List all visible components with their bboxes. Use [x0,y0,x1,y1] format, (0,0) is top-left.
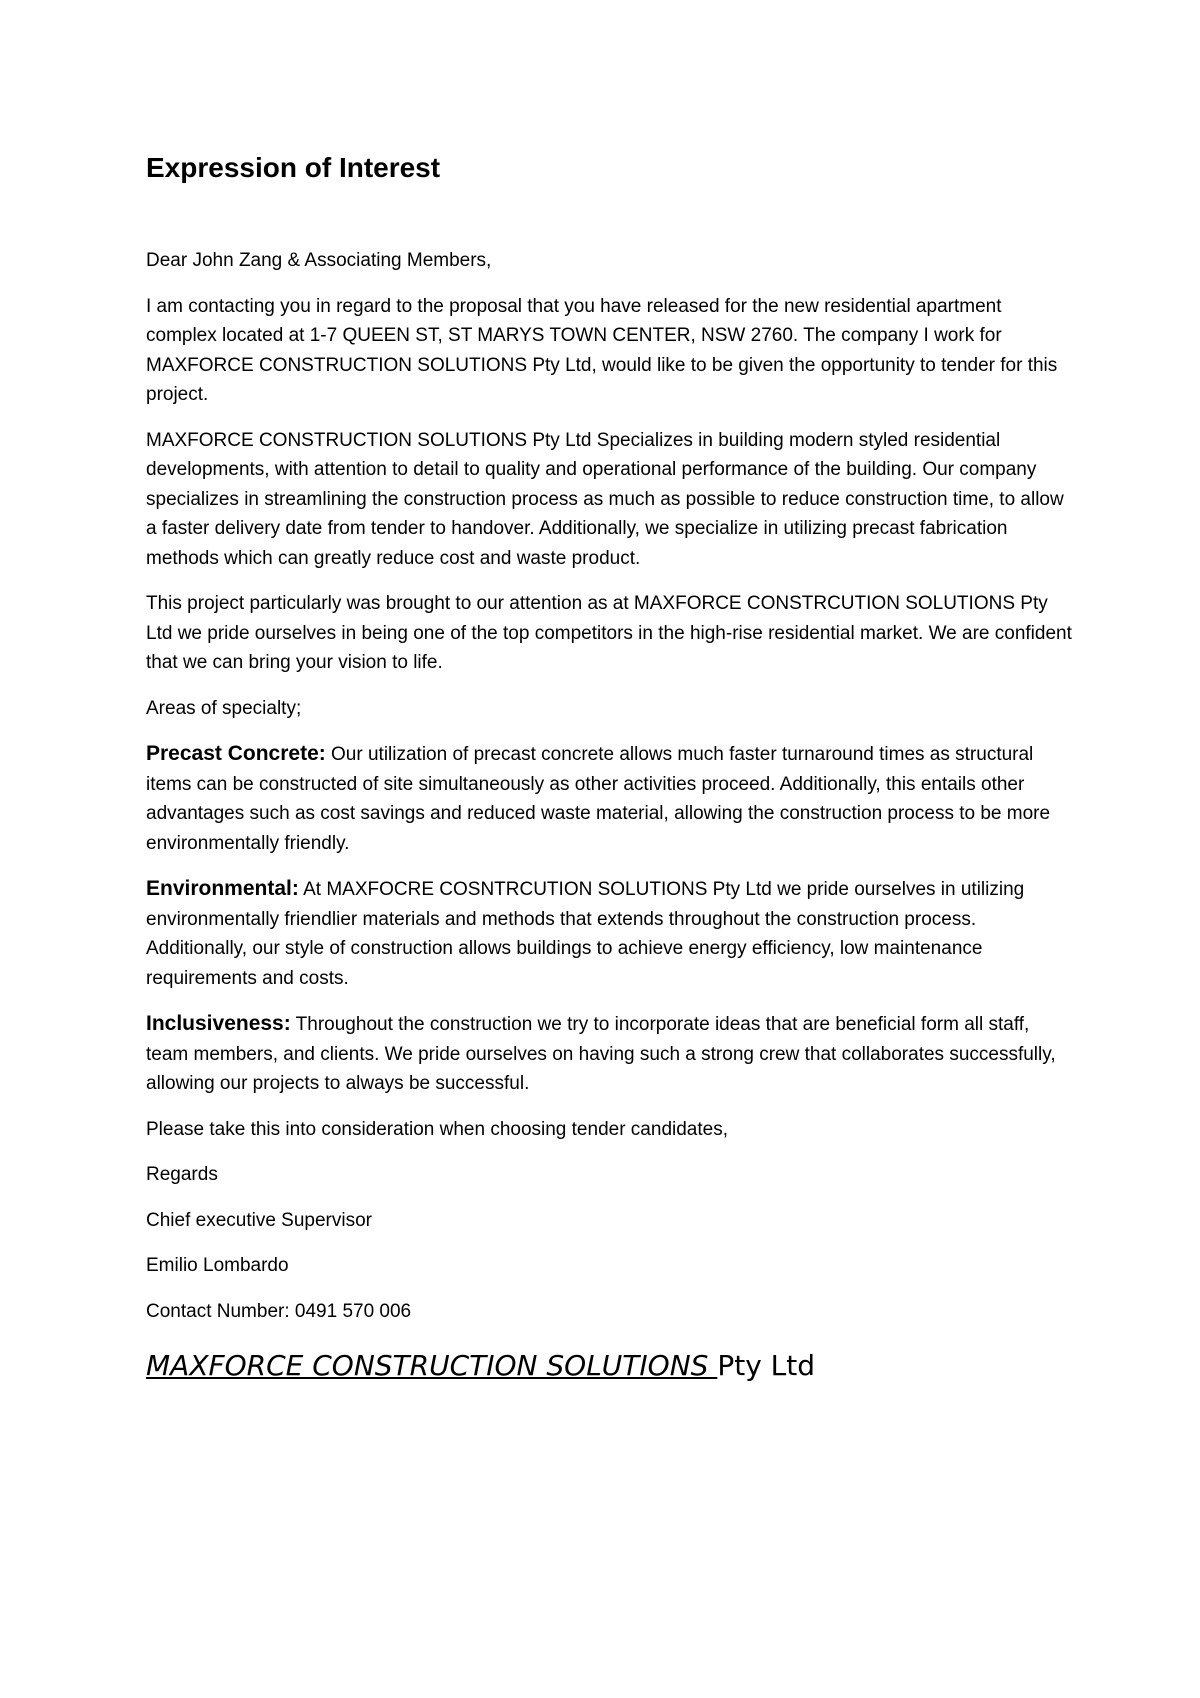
contact-number: Contact Number: 0491 570 006 [146,1300,412,1322]
specialty-heading: Environmental: [146,877,299,900]
specialty-heading: Precast Concrete: [146,742,326,765]
footer-company-name: MAXFORCE CONSTRUCTION SOLUTIONS [146,1349,718,1382]
closing-request: Please take this into consideration when choosing tender candidates, [146,1118,728,1140]
signer-name: Emilio Lombardo [146,1255,289,1276]
specialty-text: Our utilization of precast concrete allows much faster turnaround times as structural items can be constructed of site simultaneously as other activities proceed. Additionally, this entails other advantages such as cost savings and reduced waste material, allowing the construction process to be more environmentally friendly. [146,744,1051,854]
specialty-inclusiveness [146,1009,1076,1099]
specialty-environmental [146,874,1076,993]
paragraph-intro: I am contacting you in regard to the proposal that you have released for the new residential apartment complex located at 1-7 QUEEN ST, ST MARYS TOWN CENTER, NSW 2760. The company I work for MAXFORCE CONSTRUCTION SOLUTIONS Pty Ltd, would like to be given the opportunity to tender for this project. [146,295,1058,405]
footer-company-suffix: Pty Ltd [717,1349,816,1382]
specialty-text: At MAXFOCRE COSNTRCUTION SOLUTIONS Pty Ltd we pride ourselves in utilizing environmentally friendlier materials and methods that extends throughout the construction process. Additionally, our style of construction allows buildings to achieve energy efficiency, low maintenance requirements and costs. [146,879,1025,989]
sign-off: Regards [146,1164,218,1185]
specialty-text: Throughout the construction we try to incorporate ideas that are beneficial form all staff, team members, and clients. We pride ourselves on having such a strong crew that collaborates successfully, allowing our projects to always be successful. [146,1014,1056,1094]
letter-body [146,148,1076,1384]
specialty-precast-concrete [146,739,1076,858]
signer-title: Chief executive Supervisor [146,1209,372,1231]
specialty-heading: Inclusiveness: [146,1012,291,1035]
paragraph-company-profile: MAXFORCE CONSTRUCTION SOLUTIONS Pty Ltd Specializes in building modern styled residential developments, with attention to detail to quality and operational performance of the building. Our company specializes in streamlining the construction process as much as possible to reduce construction time, to allow a faster delivery date from tender to handover. Additionally, we specialize in utilizing precast fabrication methods which can greatly reduce cost and waste product. [146,429,1064,569]
company-footer [146,1348,1076,1384]
salutation: Dear John Zang & Associating Members, [146,250,492,271]
document-title: Expression of Interest [146,152,441,183]
areas-of-specialty-intro: Areas of specialty; [146,697,302,719]
paragraph-project-interest: This project particularly was brought to our attention as at MAXFORCE CONSTRCUTION SOLUTIONS Pty Ltd we pride ourselves in being one of the top competitors in the high-rise residential market. We are confident that we can bring your vision to life. [146,593,1072,673]
